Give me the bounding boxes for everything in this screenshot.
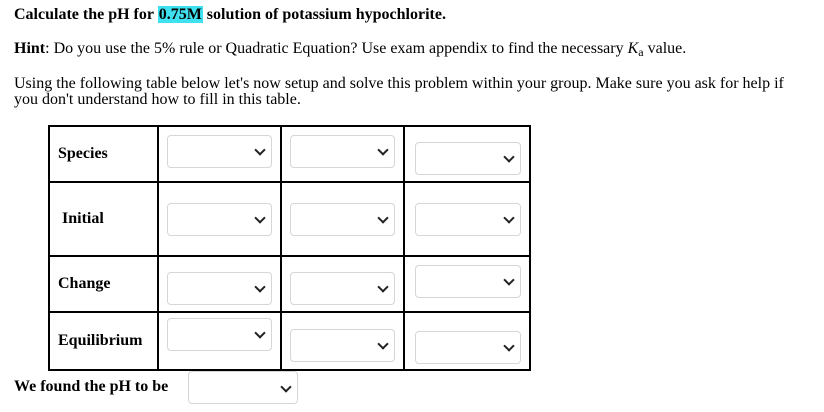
equilibrium-cell-1: [158, 312, 281, 370]
question-prefix: Calculate the pH for: [14, 6, 158, 23]
initial-cell-2: [281, 182, 404, 256]
row-label: Change: [58, 275, 111, 292]
initial-dropdown-3[interactable]: [415, 203, 521, 236]
question-suffix: solution of potassium hypochlorite.: [202, 6, 446, 23]
chevron-down-icon: [503, 212, 514, 223]
ka-symbol: [628, 40, 644, 57]
row-label-cell: [49, 182, 158, 256]
chevron-down-icon: [377, 144, 388, 155]
row-label: Initial: [62, 210, 104, 227]
chevron-down-icon: [377, 212, 388, 223]
row-label-cell: [49, 256, 158, 312]
chevron-down-icon: [503, 340, 514, 351]
initial-dropdown-2[interactable]: [290, 203, 395, 236]
initial-cell-1: [158, 182, 281, 256]
equilibrium-dropdown-3[interactable]: [415, 331, 521, 364]
hint-label: Hint: [14, 40, 46, 57]
chevron-down-icon: [503, 151, 514, 162]
chevron-down-icon: [377, 281, 388, 292]
row-label-cell: [49, 312, 158, 370]
change-cell-2: [281, 256, 404, 312]
initial-dropdown-1[interactable]: [167, 203, 272, 236]
row-label: Equilibrium: [58, 332, 143, 349]
result-label: We found the pH to be: [14, 378, 169, 395]
question-title: [14, 6, 446, 24]
concentration-highlight: 0.75M: [158, 6, 202, 23]
species-cell-3: [404, 126, 530, 182]
species-cell-1: [158, 126, 281, 182]
equilibrium-cell-3: [404, 312, 530, 370]
chevron-down-icon: [377, 338, 388, 349]
row-label: Species: [58, 145, 108, 162]
chevron-down-icon: [254, 327, 265, 338]
hint-text-after: value.: [643, 40, 687, 57]
species-dropdown-2[interactable]: [290, 135, 395, 168]
ph-result-dropdown[interactable]: [188, 371, 298, 404]
ice-table: [48, 125, 531, 371]
change-cell-3: [404, 256, 530, 312]
instructions: Using the following table below let's now setup and solve this problem within your group. Make sure you ask for help if you don't understand how to fill in this table.: [14, 75, 784, 108]
change-dropdown-2[interactable]: [290, 272, 395, 305]
chevron-down-icon: [254, 281, 265, 292]
change-dropdown-3[interactable]: [415, 265, 521, 298]
species-cell-2: [281, 126, 404, 182]
change-dropdown-1[interactable]: [167, 272, 272, 305]
initial-cell-3: [404, 182, 530, 256]
chevron-down-icon: [254, 212, 265, 223]
equilibrium-dropdown-1[interactable]: [167, 318, 272, 351]
table-row-equilibrium: [49, 312, 530, 370]
table-row-change: [49, 256, 530, 312]
species-dropdown-3[interactable]: [415, 142, 521, 175]
equilibrium-dropdown-2[interactable]: [290, 329, 395, 362]
chevron-down-icon: [503, 274, 514, 285]
hint-line: [14, 40, 686, 60]
ka-letter: K: [627, 40, 639, 57]
table-row-species: [49, 126, 530, 182]
row-label-cell: [49, 126, 158, 182]
chevron-down-icon: [254, 144, 265, 155]
chevron-down-icon: [280, 381, 291, 392]
table-row-initial: [49, 182, 530, 256]
species-dropdown-1[interactable]: [167, 135, 272, 168]
equilibrium-cell-2: [281, 312, 404, 370]
hint-text-before: : Do you use the 5% rule or Quadratic Equation? Use exam appendix to find the necessary: [45, 40, 628, 57]
ka-subscript: a: [638, 45, 644, 59]
change-cell-1: [158, 256, 281, 312]
